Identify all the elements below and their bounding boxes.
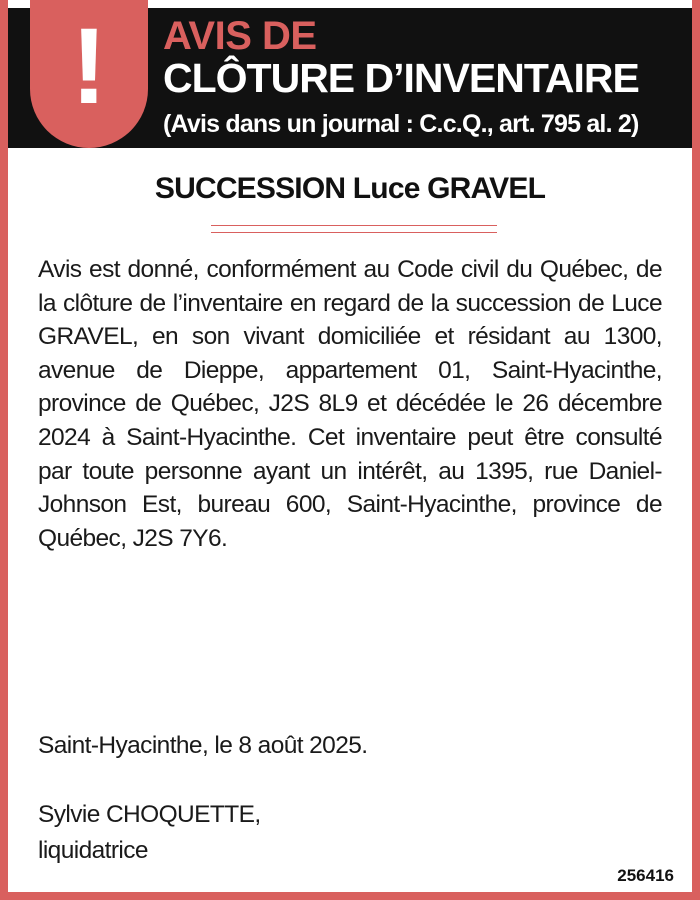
succession-title: SUCCESSION Luce GRAVEL [154, 172, 546, 205]
alert-badge [30, 0, 148, 148]
header-title-line2: CLÔTURE D’INVENTAIRE [163, 55, 639, 101]
reference-number: 256416 [617, 866, 674, 885]
header-subtitle: (Avis dans un journal : C.c.Q., art. 795 al. 2) [163, 110, 639, 138]
title-divider-bottom [211, 232, 497, 233]
notice-body: Avis est donné, conformément au Code civil du Québec, de la clôture de l’inventaire en regard de la succession de Luce GRAVEL, en son vivant domiciliée et résidant au 1300, avenue de Dieppe, appartement 01, Saint-Hyacinthe, province de Québec, J2S 8L9 et décédée le 26 décembre 2024 à Saint-Hyacinthe. Cet inventaire peut être consulté par toute personne ayant un intérêt, au 1395, rue Daniel-Johnson Est, bureau 600, Saint-Hyacinthe, province de Québec, J2S 7Y6. [38, 256, 662, 552]
header-title-line1: AVIS DE [163, 14, 317, 58]
place-date: Saint-Hyacinthe, le 8 août 2025. [38, 732, 368, 759]
notice-frame [8, 0, 692, 892]
signer-role: liquidatrice [38, 837, 148, 864]
exclamation-icon: ! [71, 5, 107, 126]
signer-name: Sylvie CHOQUETTE, [38, 801, 261, 828]
title-divider-top [211, 225, 497, 226]
